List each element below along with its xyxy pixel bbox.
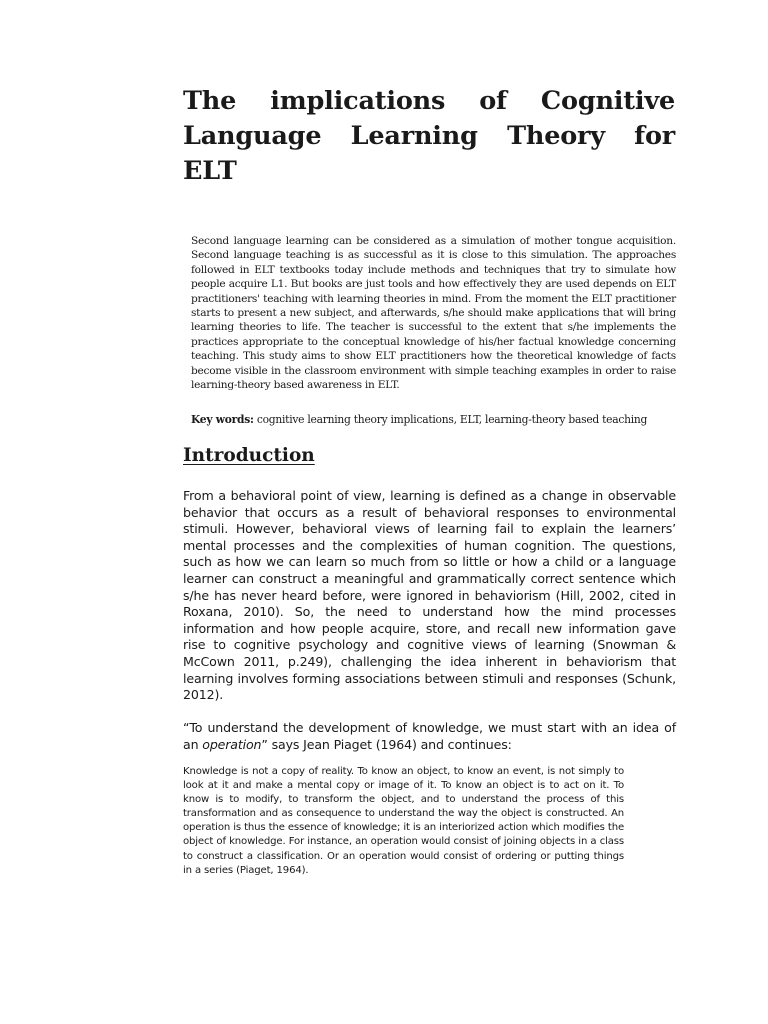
keywords-label: Key words: <box>191 413 254 426</box>
piaget-lead-before: “To understand the development of knowledge, we must start with an idea of an <box>183 720 676 752</box>
paper-title: The implications of Cognitive Language Learning Theory for ELT <box>183 86 675 186</box>
piaget-lead-emphasis: operation <box>202 736 262 752</box>
abstract: Second language learning can be considered as a simulation of mother tongue acquisition. Second language teaching is as successful as it is close to this simulation. The approaches followed in ELT textbooks today include methods and techniques that try to simulate how people acquire L1. But books are just tools and how effectively they are used depends on ELT practitioners' teaching with learning theories in mind. From the moment the ELT practitioner starts to present a new subject, and afterwards, s/he should make applications that will bring learning theories to life. The teacher is successful to the extent that s/he implements the practices appropriate to the conceptual knowledge of his/her factual knowledge concerning teaching. This study aims to show ELT practitioners how the theoretical knowledge of facts become visible in the classroom environment with simple teaching examples in order to raise learning-theory based awareness in ELT. <box>191 235 676 392</box>
section-heading-introduction: Introduction <box>183 445 315 466</box>
keywords-text: cognitive learning theory implications, ELT, learning-theory based teaching <box>253 413 648 426</box>
piaget-lead-paragraph <box>183 720 676 753</box>
introduction-paragraph: From a behavioral point of view, learning is defined as a change in observable behavior that occurs as a result of behavioral responses to environmental stimuli. However, behavioral views of learning fail to explain the learners’ mental processes and the complexities of human cognition. The questions, such as how we can learn so much from so little or how a child or a language learner can construct a meaningful and grammatically correct sentence which s/he has never heard before, were ignored in behaviorism (Hill, 2002, cited in Roxana, 2010). So, the need to understand how the mind processes information and how people acquire, store, and recall new information gave rise to cognitive psychology and cognitive views of learning (Snowman & McCown 2011, p.249), challenging the idea inherent in behaviorism that learning involves forming associations between stimuli and responses (Schunk, 2012). <box>183 488 676 703</box>
keywords <box>191 412 691 428</box>
piaget-block-quote: Knowledge is not a copy of reality. To know an object, to know an event, is not simply to look at it and make a mental copy or image of it. To know an object is to act on it. To know is to modify, to transform the object, and to understand the process of this transformation and as consequence to understand the way the object is constructed. An operation is thus the essence of knowledge; it is an interiorized action which modifies the object of knowledge. For instance, an operation would consist of joining objects in a class to construct a classification. Or an operation would consist of ordering or putting things in a series (Piaget, 1964). <box>183 766 624 876</box>
piaget-lead-after: ” says Jean Piaget (1964) and continues: <box>261 736 512 752</box>
